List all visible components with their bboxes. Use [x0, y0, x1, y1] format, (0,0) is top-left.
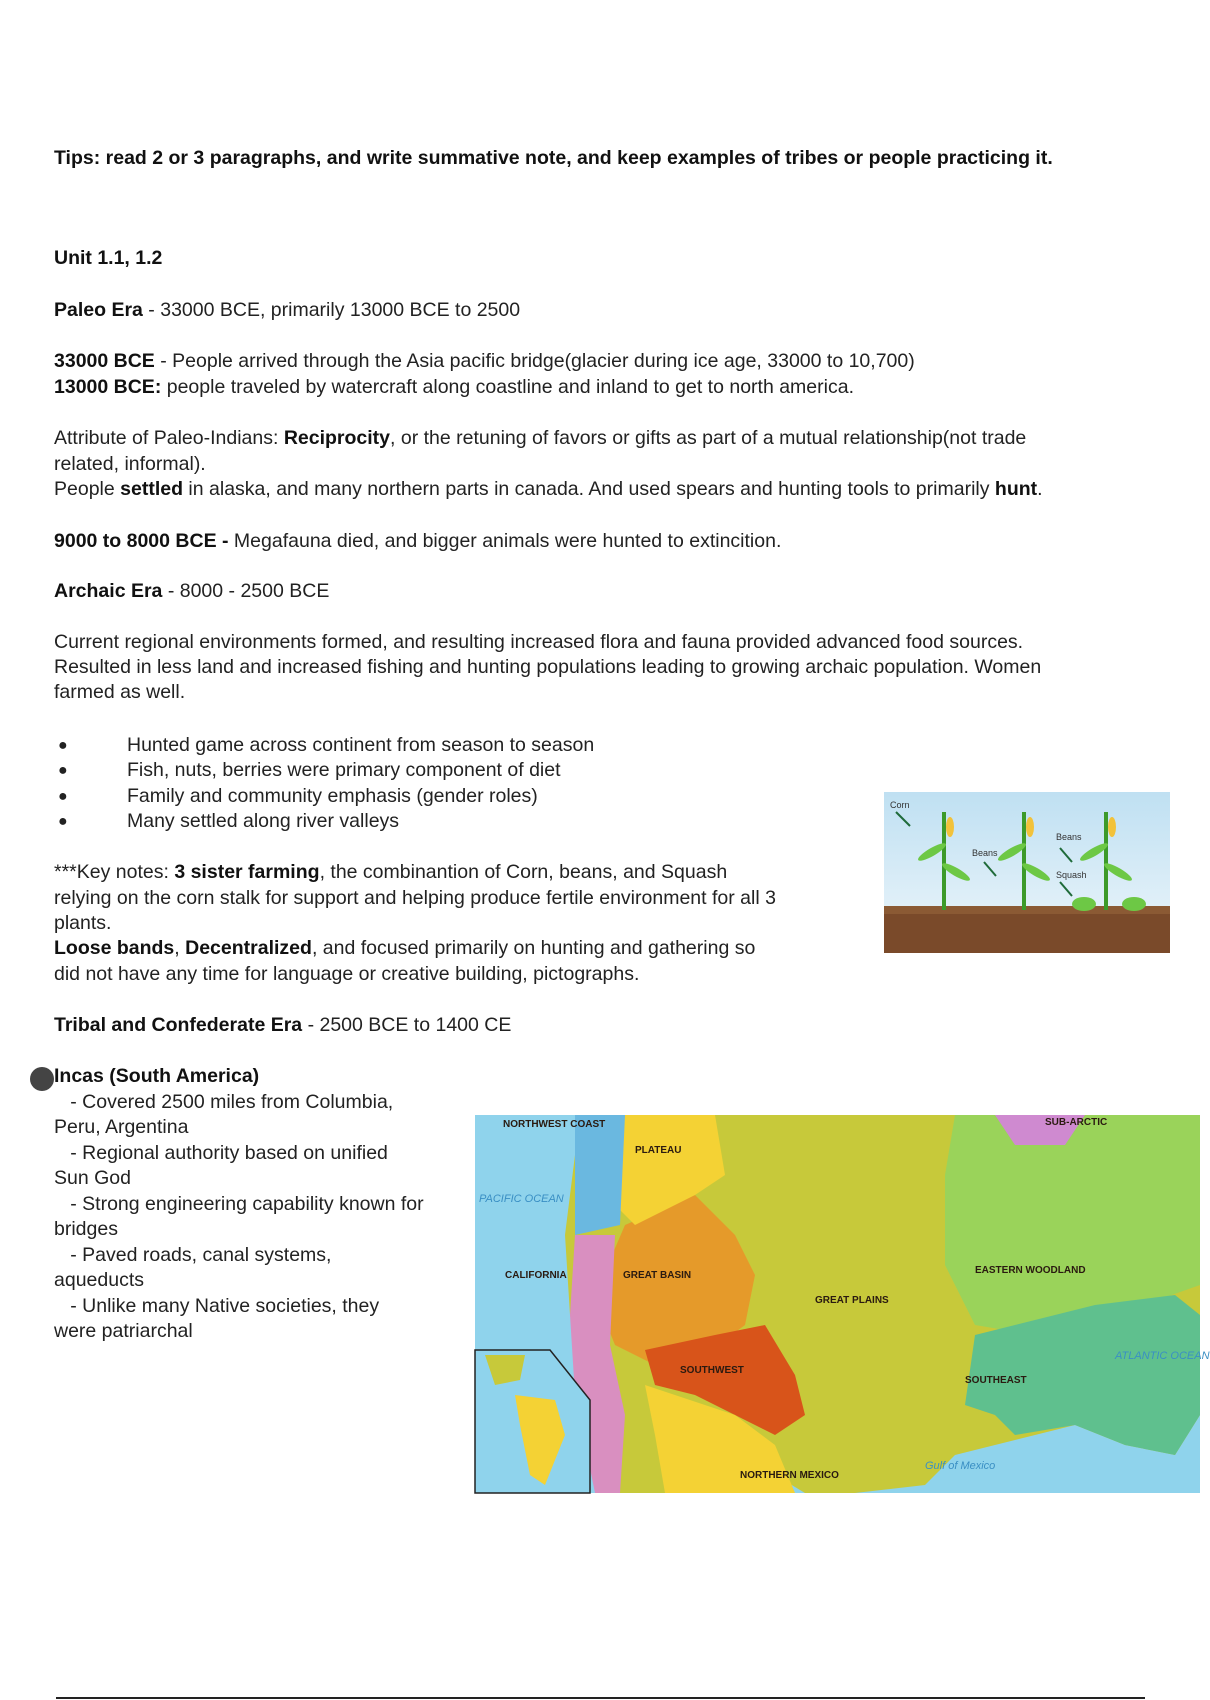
key-notes-line-3: plants.: [54, 912, 112, 934]
map-label-southwest: SOUTHWEST: [680, 1365, 744, 1376]
bce-13000-line: 13000 BCE: people traveled by watercraft along coastline and inland to get to north america.: [54, 376, 854, 398]
megafauna-line: 9000 to 8000 BCE - Megafauna died, and bigger animals were hunted to extincition.: [54, 530, 782, 552]
loose-bands-line-2: did not have any time for language or creative building, pictographs.: [54, 963, 640, 985]
list-item: Family and community emphasis (gender roles): [127, 785, 538, 807]
incas-heading: Incas (South America): [54, 1065, 260, 1087]
key-notes-line-2: relying on the corn stalk for support and helping produce fertile environment for all 3: [54, 887, 776, 909]
native-culture-regions-map: [475, 1115, 1210, 1493]
map-label-great-basin: GREAT BASIN: [623, 1270, 692, 1281]
map-label-pacific-ocean: PACIFIC OCEAN: [479, 1193, 564, 1205]
incas-line: Peru, Argentina: [54, 1116, 189, 1138]
incas-line: aqueducts: [54, 1269, 144, 1291]
map-label-california: CALIFORNIA: [505, 1270, 567, 1281]
bullet-icon: ●: [58, 813, 68, 830]
archaic-era-line: Archaic Era - 8000 - 2500 BCE: [54, 580, 330, 602]
current-paragraph-line: Current regional environments formed, and resulting increased flora and fauna provided advanced food sources.: [54, 631, 1024, 653]
bullet-icon: ●: [58, 737, 68, 754]
current-paragraph-line: farmed as well.: [54, 681, 186, 703]
incas-line: were patriarchal: [54, 1320, 193, 1342]
map-label-northwest-coast: NORTHWEST COAST: [503, 1119, 606, 1130]
attribute-line: Attribute of Paleo-Indians: Reciprocity, or the retuning of favors or gifts as part of a mutual relationship(not trade: [54, 427, 1027, 449]
incas-line: - Paved roads, canal systems,: [54, 1244, 332, 1266]
map-label-atlantic-ocean: ATLANTIC OCEAN: [1115, 1350, 1210, 1362]
bce-33000-line: 33000 BCE - People arrived through the Asia pacific bridge(glacier during ice age, 33000 to 10,700): [54, 350, 915, 372]
current-paragraph-line: Resulted in less land and increased fishing and hunting populations leading to growing archaic population. Women: [54, 656, 1042, 678]
attribute-line-2: related, informal).: [54, 453, 206, 475]
list-item: Hunted game across continent from season to season: [127, 734, 595, 756]
incas-line: - Strong engineering capability known for: [54, 1193, 424, 1215]
settled-line: People settled in alaska, and many northern parts in canada. And used spears and hunting tools to primarily hunt.: [54, 478, 1043, 500]
map-label-eastern-woodland: EASTERN WOODLAND: [975, 1265, 1086, 1276]
beans-label: Beans: [1056, 832, 1082, 842]
corn-label: Corn: [890, 800, 910, 810]
incas-line: bridges: [54, 1218, 118, 1240]
bullet-dot-icon: [30, 1067, 54, 1091]
incas-line: Sun God: [54, 1167, 131, 1189]
tips-heading: Tips: read 2 or 3 paragraphs, and write summative note, and keep examples of tribes or people practicing it.: [54, 147, 1053, 169]
key-notes-line: ***Key notes: 3 sister farming, the combinantion of Corn, beans, and Squash: [54, 861, 728, 883]
three-sisters-image: [884, 792, 1170, 953]
bullet-icon: ●: [58, 788, 68, 805]
map-label-sub-arctic: SUB-ARCTIC: [1045, 1117, 1108, 1128]
map-label-southeast: SOUTHEAST: [965, 1375, 1027, 1386]
list-item: Fish, nuts, berries were primary component of diet: [127, 759, 561, 781]
map-label-gulf-of-mexico: Gulf of Mexico: [925, 1460, 996, 1472]
incas-line: - Regional authority based on unified: [54, 1142, 388, 1164]
squash-label: Squash: [1056, 870, 1087, 880]
unit-heading: Unit 1.1, 1.2: [54, 247, 163, 269]
bullet-icon: ●: [58, 762, 68, 779]
loose-bands-line: Loose bands, Decentralized, and focused primarily on hunting and gathering so: [54, 937, 756, 959]
map-label-great-plains: GREAT PLAINS: [815, 1295, 889, 1306]
incas-line: - Covered 2500 miles from Columbia,: [54, 1091, 394, 1113]
beans-label: Beans: [972, 848, 998, 858]
map-label-plateau: PLATEAU: [635, 1145, 682, 1156]
incas-line: - Unlike many Native societies, they: [54, 1295, 380, 1317]
list-item: Many settled along river valleys: [127, 810, 400, 832]
map-label-northern-mexico: NORTHERN MEXICO: [740, 1470, 839, 1481]
tribal-era-line: Tribal and Confederate Era - 2500 BCE to 1400 CE: [54, 1014, 512, 1036]
paleo-era-line: Paleo Era - 33000 BCE, primarily 13000 BCE to 2500: [54, 299, 521, 321]
page-divider: [56, 1697, 1145, 1699]
